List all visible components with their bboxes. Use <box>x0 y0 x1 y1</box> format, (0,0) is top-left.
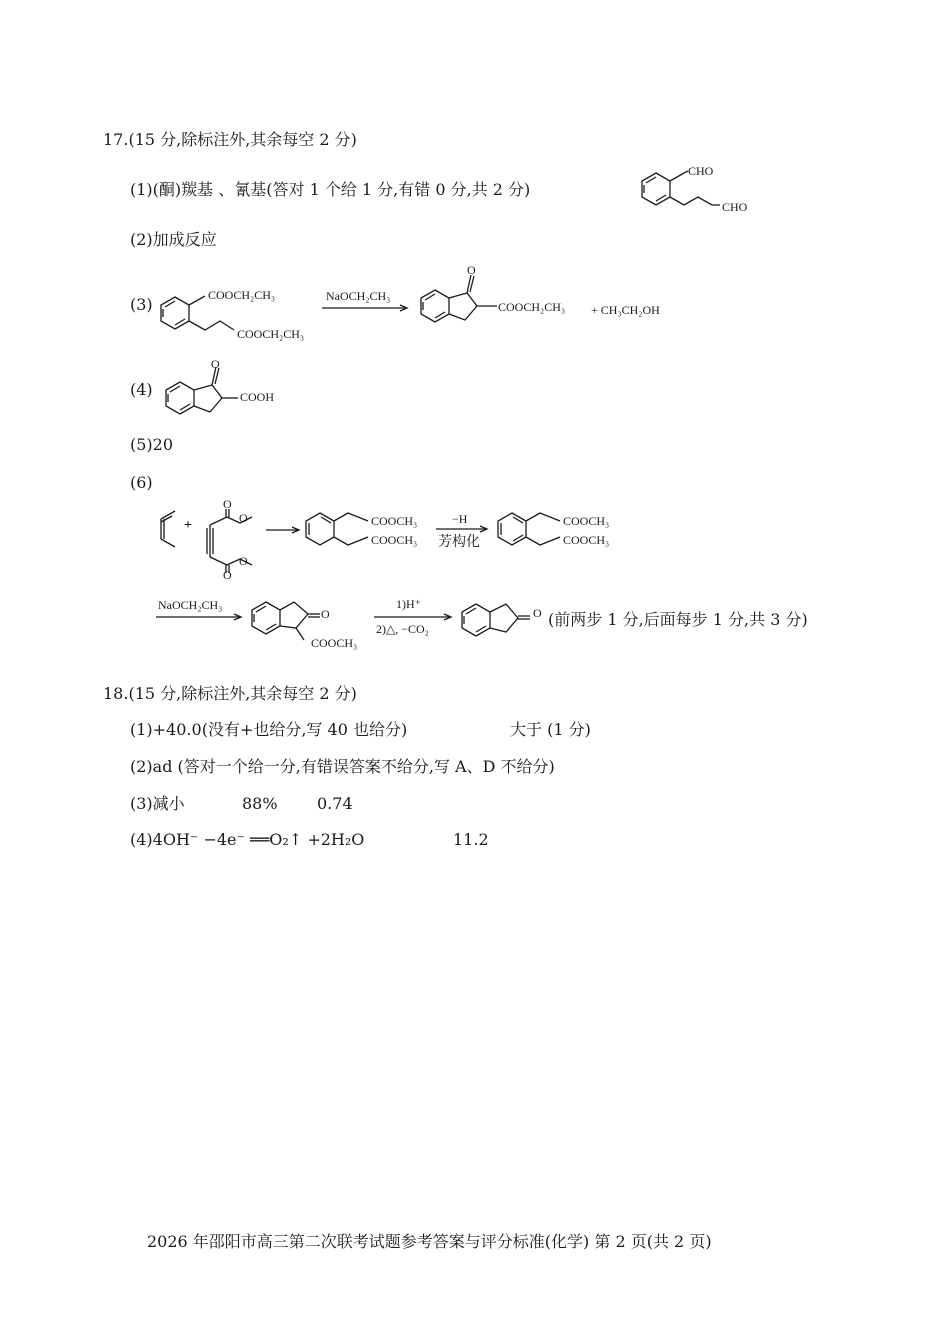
diester-sub1: COOCH₂CH₃ <box>208 288 276 302</box>
arrow2-top: −H <box>452 512 468 526</box>
q18-part1b: 大于 (1 分) <box>510 720 591 739</box>
q18-part3c: 0.74 <box>317 794 353 813</box>
ester-o3: O <box>239 554 248 568</box>
indanone-ester-structure <box>415 262 505 332</box>
q17-part6-label: (6) <box>130 473 153 492</box>
q17-part5: (5)20 <box>130 435 174 454</box>
indanone-o: O <box>467 263 476 277</box>
indan-2-one <box>456 594 546 649</box>
arrow4-top: 1)H⁺ <box>396 597 421 611</box>
q17-part2: (2)加成反应 <box>130 230 217 249</box>
butadiene-structure <box>155 505 185 555</box>
byproduct-ethanol: + CH₃CH₂OH <box>591 303 660 317</box>
acid-o: O <box>211 357 220 371</box>
q17-header: 17.(15 分,除标注外,其余每空 2 分) <box>103 130 357 149</box>
q18-part1a: (1)+40.0(没有+也给分,写 40 也给分) <box>130 720 408 739</box>
q18-part3a: (3)减小 <box>130 794 185 813</box>
q18-part4b: 11.2 <box>453 830 489 849</box>
indanone-ester-sub: COOCH₂CH₃ <box>498 300 566 314</box>
plus-sign: + <box>184 518 192 533</box>
mid-sub1: COOCH₃ <box>371 514 418 528</box>
reaction-arrow-4 <box>154 611 246 623</box>
q18-part3b: 88% <box>242 794 278 813</box>
dimethyl-acetylenedicarboxylate <box>200 495 270 590</box>
q18-part4a: (4)4OH⁻ −4e⁻ ══O₂↑ +2H₂O <box>130 830 365 849</box>
mid-sub2: COOCH₃ <box>371 533 418 547</box>
arom-sub2: COOCH₃ <box>563 533 610 547</box>
ester-o1: O <box>223 497 232 511</box>
arrow2-bottom: 芳构化 <box>438 535 480 550</box>
arrow4-bottom: 2)△, −CO₂ <box>376 622 429 636</box>
indanone-acid-structure <box>160 352 250 422</box>
prod1-o: O <box>321 607 330 621</box>
aromatic-diester <box>492 500 572 560</box>
prod2-o: O <box>533 606 542 620</box>
page-footer: 2026 年邵阳市高三第二次联考试题参考答案与评分标准(化学) 第 2 页(共 2 页) <box>147 1232 712 1251</box>
ester-o4: O <box>223 568 232 582</box>
q17-part1: (1)(酮)羰基 、氰基(答对 1 个给 1 分,有错 0 分,共 2 分) <box>130 180 531 199</box>
cyclohexadiene-diester <box>300 500 380 560</box>
prod1-sub: COOCH₃ <box>311 636 358 650</box>
arrow1-reagent: NaOCH₂CH₃ <box>326 289 391 303</box>
q17-part4-label: (4) <box>130 380 153 399</box>
arrow3-top: NaOCH₂CH₃ <box>158 598 223 612</box>
q18-part2: (2)ad (答对一个给一分,有错误答案不给分,写 A、D 不给分) <box>130 757 555 776</box>
arom-sub1: COOCH₃ <box>563 514 610 528</box>
reaction-arrow-3 <box>434 523 492 535</box>
q17-part6-note: (前两步 1 分,后面每步 1 分,共 3 分) <box>548 610 808 629</box>
diester-sub2: COOCH₂CH₃ <box>237 327 305 341</box>
cho-top-label: CHO <box>688 164 714 178</box>
q17-part3-label: (3) <box>130 295 153 314</box>
cho-bottom-label: CHO <box>722 200 748 214</box>
reaction-arrow-1 <box>320 302 412 314</box>
acid-sub: COOH <box>240 390 275 404</box>
reaction-arrow-2 <box>264 524 304 536</box>
q18-header: 18.(15 分,除标注外,其余每空 2 分) <box>103 684 357 703</box>
ester-o2: O <box>239 511 248 525</box>
